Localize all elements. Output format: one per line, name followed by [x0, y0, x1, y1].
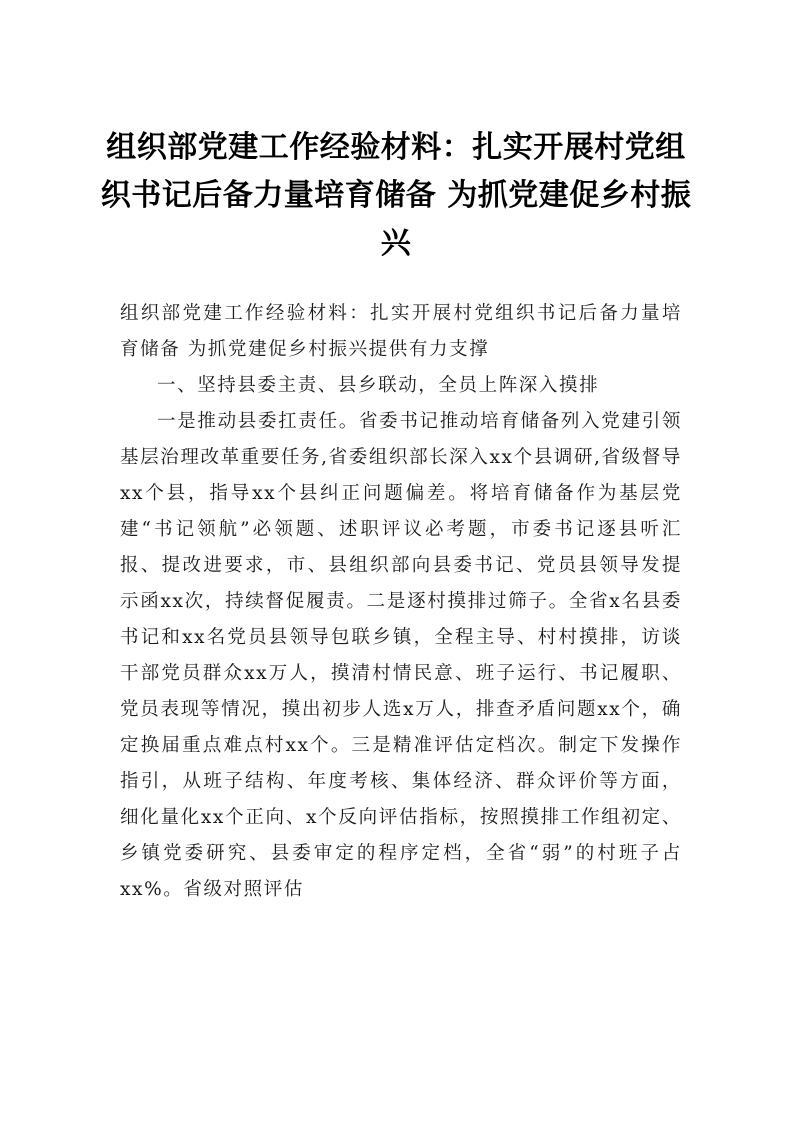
subtitle-paragraph: 组织部党建工作经验材料：扎实开展村党组织书记后备力量培育储备 为抓党建促乡村振兴提供有力支撑 [120, 303, 682, 360]
document-title: 组织部党建工作经验材料：扎实开展村党组织书记后备力量培育储备 为抓党建促乡村振兴 [100, 130, 692, 261]
section-heading: 一、坚持县委主责、县乡联动，全员上阵深入摸排 [157, 375, 600, 396]
body-paragraph: 一是推动县委扛责任。省委书记推动培育储备列入党建引领基层治理改革重要任务,省委组织部长深入xx个县调研,省级督导xx个县，指导xx个县纠正问题偏差。将培育储备作为基层党建“书记领航”必领题、述职评议必考题，市委书记逐县听汇报、提改进要求，市、县组织部向县委书记、党员县领导发提示函xx次，持续督促履责。二是逐村摸排过筛子。全省x名县委书记和xx名党员县领导包联乡镇，全程主导、村村摸排，访谈干部党员群众xx万人，摸清村情民意、班子运行、书记履职、党员表现等情况，摸出初步人选x万人，排查矛盾问题xx个，确定换届重点难点村xx个。三是精准评估定档次。制定下发操作指引，从班子结构、年度考核、集体经济、群众评价等方面，细化量化xx个正向、x个反向评估指标，按照摸排工作组初定、乡镇党委研究、县委审定的程序定档，全省“弱”的村班子占xx%。省级对照评估 [120, 411, 682, 900]
document-body [120, 296, 682, 908]
